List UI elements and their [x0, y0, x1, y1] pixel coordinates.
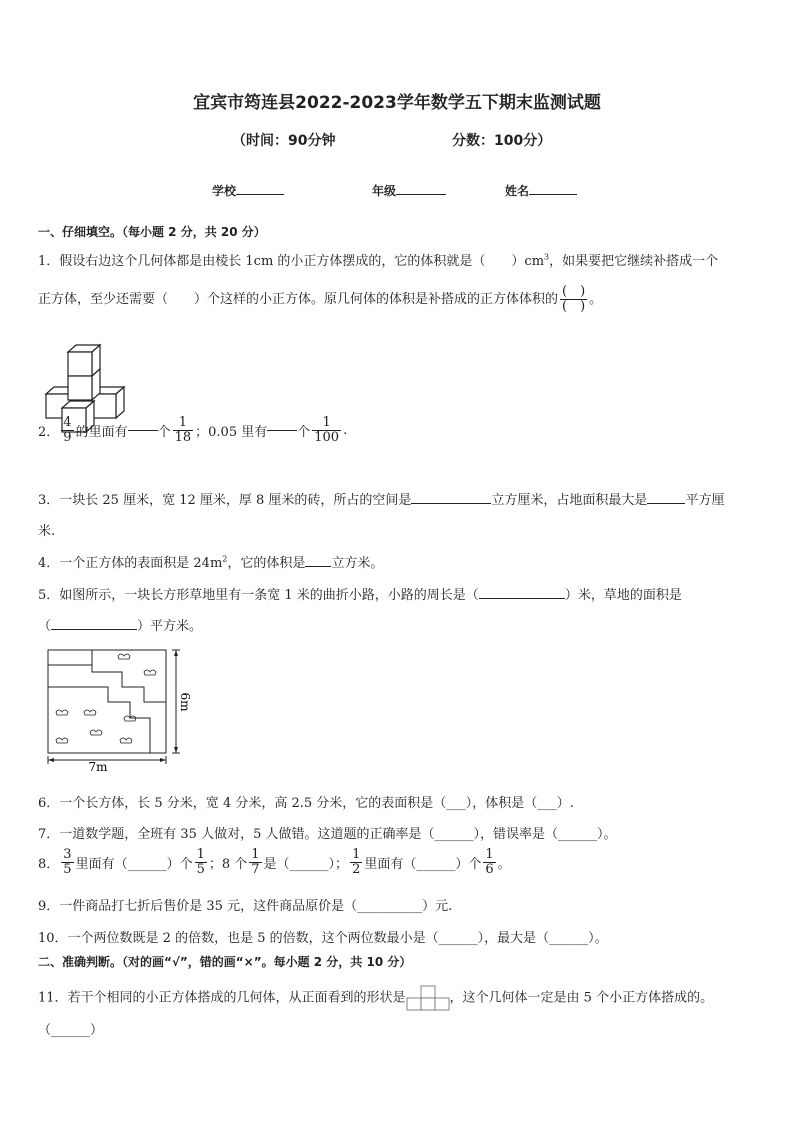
question-1-line-2: 正方体，至少还需要（ ）个这样的小正方体。原几何体的体积是补搭成的正方体体积的 $\frac{( )}{( )}$ 。 — [38, 284, 603, 314]
question-1-line-1: 1．假设右边这个几何体都是由棱长 1cm 的小正方体摆成的，它的体积就是（ ）$cm^3$，如果要把它继续补搭成一个 — [38, 252, 719, 269]
school-field — [212, 182, 284, 199]
question-11-line-2: （______） — [38, 1023, 104, 1038]
section-1-heading: 一、仔细填空。（每小题 2 分，共 20 分） — [38, 225, 266, 239]
front-view-shape — [406, 985, 450, 1011]
name-field — [505, 182, 577, 199]
question-4: 4．一个正方体的表面积是 $24m^2$，它的体积是 立方米。 — [38, 554, 384, 571]
width-label: 7m — [88, 760, 108, 774]
exam-score: 分数：100分） — [452, 133, 552, 149]
page-title: 宜宾市筠连县2022-2023学年数学五下期末监测试题 — [193, 93, 601, 113]
grass-path-figure — [38, 642, 192, 774]
question-8: 8． $\frac{3}{5}$ 里面有（______）个 $\frac{1}{5}$ ；8 个 $\frac{1}{7}$ 是（______）； $\frac{1}{2}$ 里面有（______）个 $\frac{1}{6}$ 。 — [38, 847, 511, 877]
question-5-line-2: （ ）平方米。 — [38, 619, 203, 634]
height-label: 6m — [178, 692, 192, 712]
name-label: 姓名 — [505, 184, 530, 198]
grass-icons — [56, 654, 156, 743]
question-11-line-1: 11．若干个相同的小正方体搭成的几何体，从正面看到的形状是 ，这个几何体一定是由 5 个小正方体搭成的。 — [38, 985, 713, 1011]
school-label: 学校 — [212, 184, 237, 198]
section-2-heading: 二、准确判断。（对的画“√”，错的画“×”。每小题 2 分，共 10 分） — [38, 955, 412, 969]
fraction-blank: $\frac{( )}{( )}$ — [562, 284, 586, 314]
question-3-line-1: 3．一块长 25 厘米，宽 12 厘米，厚 8 厘米的砖，所占的空间是 立方厘米，占地面积最大是 平方厘 — [38, 493, 725, 508]
question-5-line-1: 5．如图所示，一块长方形草地里有一条宽 1 米的曲折小路，小路的周长是（ ）米，草地的面积是 — [38, 588, 682, 603]
exam-time: （时间：90分钟 — [232, 133, 336, 149]
grade-label: 年级 — [372, 184, 397, 198]
question-10: 10．一个两位数既是 2 的倍数，也是 5 的倍数，这个两位数最小是（______），最大是（______）。 — [38, 931, 608, 946]
question-6: 6．一个长方体，长 5 分米，宽 4 分米，高 2.5 分米，它的表面积是（___），体积是（___）. — [38, 796, 574, 811]
question-7: 7．一道数学题，全班有 35 人做对，5 人做错。这道题的正确率是（______），错误率是（______）。 — [38, 827, 617, 842]
question-9: 9．一件商品打七折后售价是 35 元，这件商品原价是（__________）元. — [38, 899, 453, 914]
question-2: 2． $\frac{4}{9}$ 的里面有 个 $\frac{1}{18}$ ；0.05 里有 个 $\frac{1}{100}$ . — [38, 415, 348, 445]
question-3-line-2: 米. — [38, 524, 56, 539]
grade-field — [372, 182, 446, 199]
